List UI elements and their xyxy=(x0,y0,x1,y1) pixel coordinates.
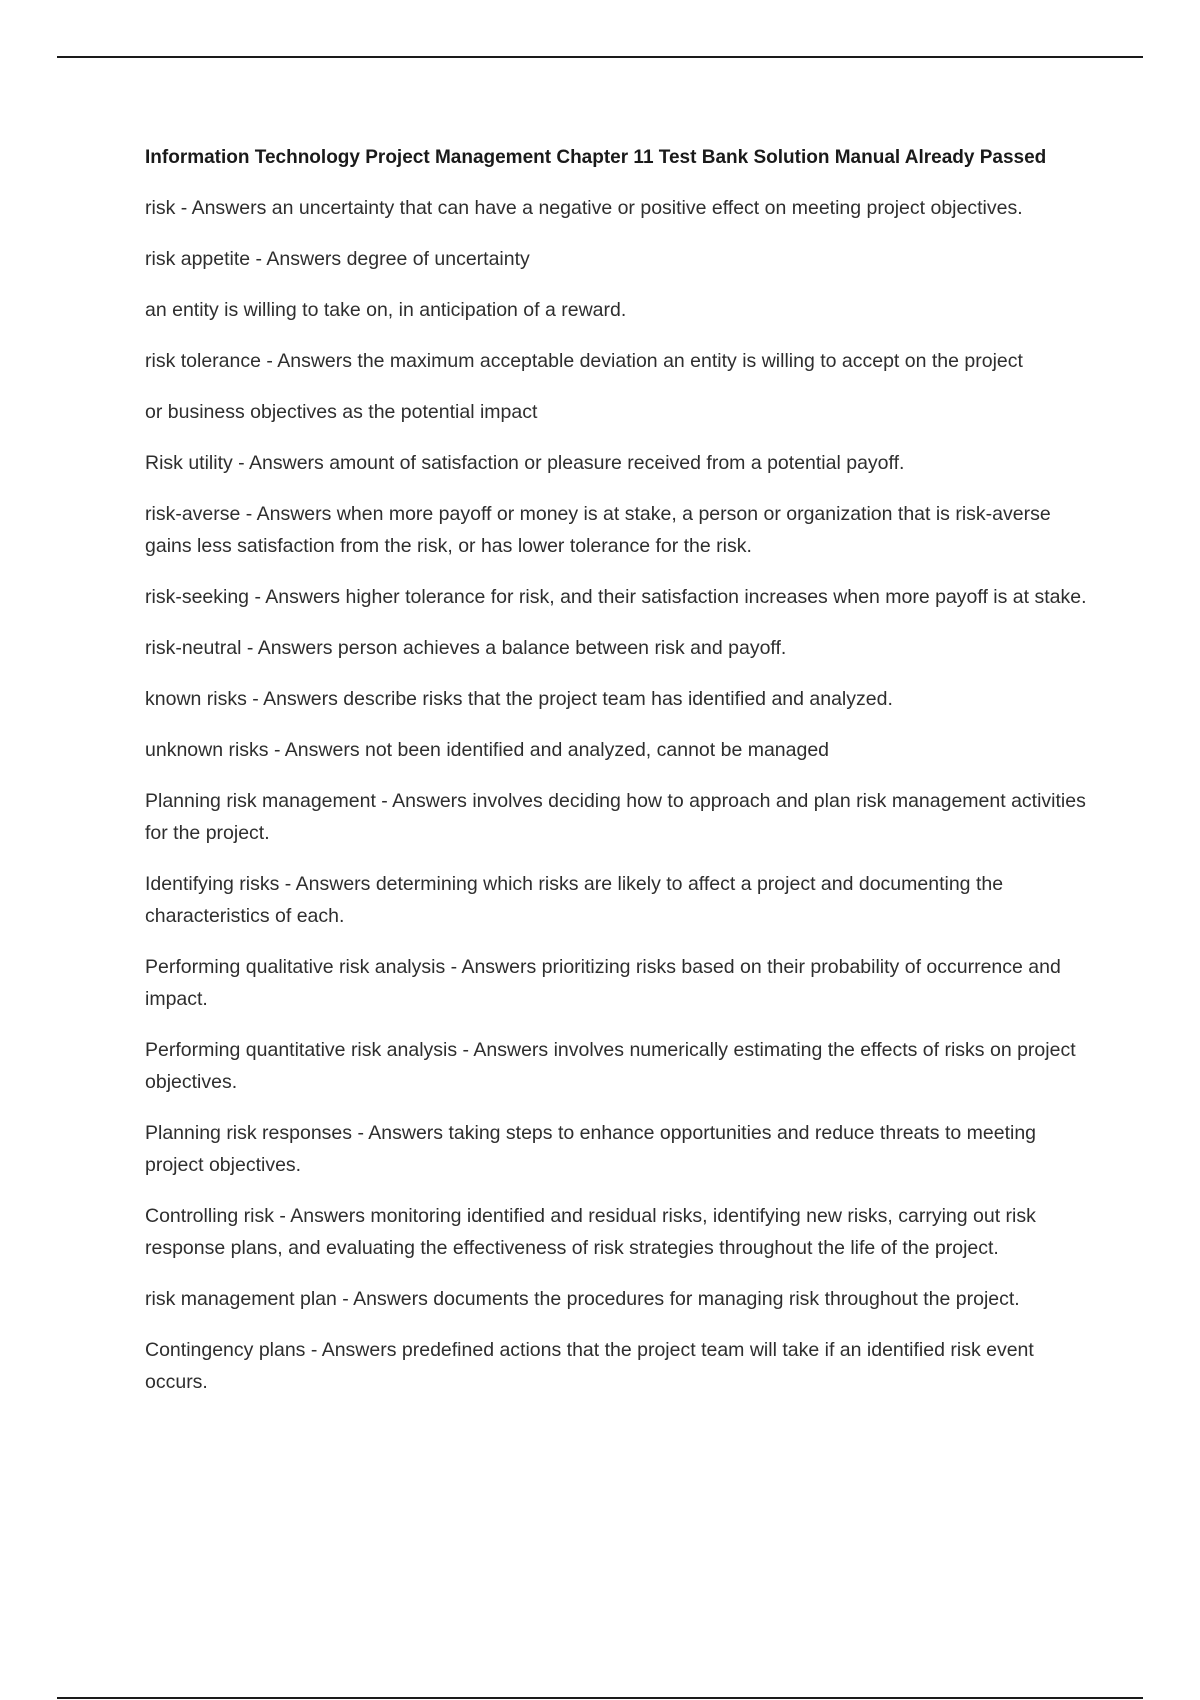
document-title: Information Technology Project Management Chapter 11 Test Bank Solution Manual Already Passed xyxy=(145,147,1047,168)
paragraph-known-risks: known risks - Answers describe risks that the project team has identified and analyzed. xyxy=(145,688,893,710)
paragraph-risk-averse: risk-averse - Answers when more payoff or money is at stake, a person or organization that is risk-averse gains less satisfaction from the risk, or has lower tolerance for the risk. xyxy=(145,503,1051,557)
paragraph-risk-tolerance-cont: or business objectives as the potential impact xyxy=(145,401,538,423)
paragraph-risk-appetite: risk appetite - Answers degree of uncertainty xyxy=(145,248,530,270)
paragraph-qualitative-analysis: Performing qualitative risk analysis - Answers prioritizing risks based on their probability of occurrence and impact. xyxy=(145,956,1061,1010)
paragraph-controlling-risk: Controlling risk - Answers monitoring identified and residual risks, identifying new risks, carrying out risk response plans, and evaluating the effectiveness of risk strategies throughout the life of the project. xyxy=(145,1205,1036,1259)
paragraph-risk-tolerance: risk tolerance - Answers the maximum acceptable deviation an entity is willing to accept on the project xyxy=(145,350,1023,372)
bottom-divider xyxy=(57,1697,1143,1699)
paragraph-contingency-plans: Contingency plans - Answers predefined actions that the project team will take if an identified risk event occurs. xyxy=(145,1339,1034,1393)
paragraph-risk-appetite-cont: an entity is willing to take on, in anticipation of a reward. xyxy=(145,299,627,321)
paragraph-planning-risk-responses: Planning risk responses - Answers taking steps to enhance opportunities and reduce threats to meeting project objectives. xyxy=(145,1122,1037,1176)
paragraph-planning-risk-management: Planning risk management - Answers involves deciding how to approach and plan risk management activities for the project. xyxy=(145,790,1086,844)
top-divider xyxy=(57,56,1143,58)
paragraph-identifying-risks: Identifying risks - Answers determining which risks are likely to affect a project and documenting the characteristics of each. xyxy=(145,873,1004,927)
paragraph-quantitative-analysis: Performing quantitative risk analysis - Answers involves numerically estimating the effects of risks on project objectives. xyxy=(145,1039,1076,1093)
paragraph-risk-management-plan: risk management plan - Answers documents the procedures for managing risk throughout the project. xyxy=(145,1288,1020,1310)
paragraph-risk-neutral: risk-neutral - Answers person achieves a balance between risk and payoff. xyxy=(145,637,787,659)
document-body xyxy=(145,142,1095,1417)
paragraph-risk: risk - Answers an uncertainty that can have a negative or positive effect on meeting project objectives. xyxy=(145,197,1023,219)
paragraph-risk-utility: Risk utility - Answers amount of satisfaction or pleasure received from a potential payoff. xyxy=(145,452,905,474)
paragraph-unknown-risks: unknown risks - Answers not been identified and analyzed, cannot be managed xyxy=(145,739,830,761)
paragraph-risk-seeking: risk-seeking - Answers higher tolerance for risk, and their satisfaction increases when more payoff is at stake. xyxy=(145,586,1087,608)
